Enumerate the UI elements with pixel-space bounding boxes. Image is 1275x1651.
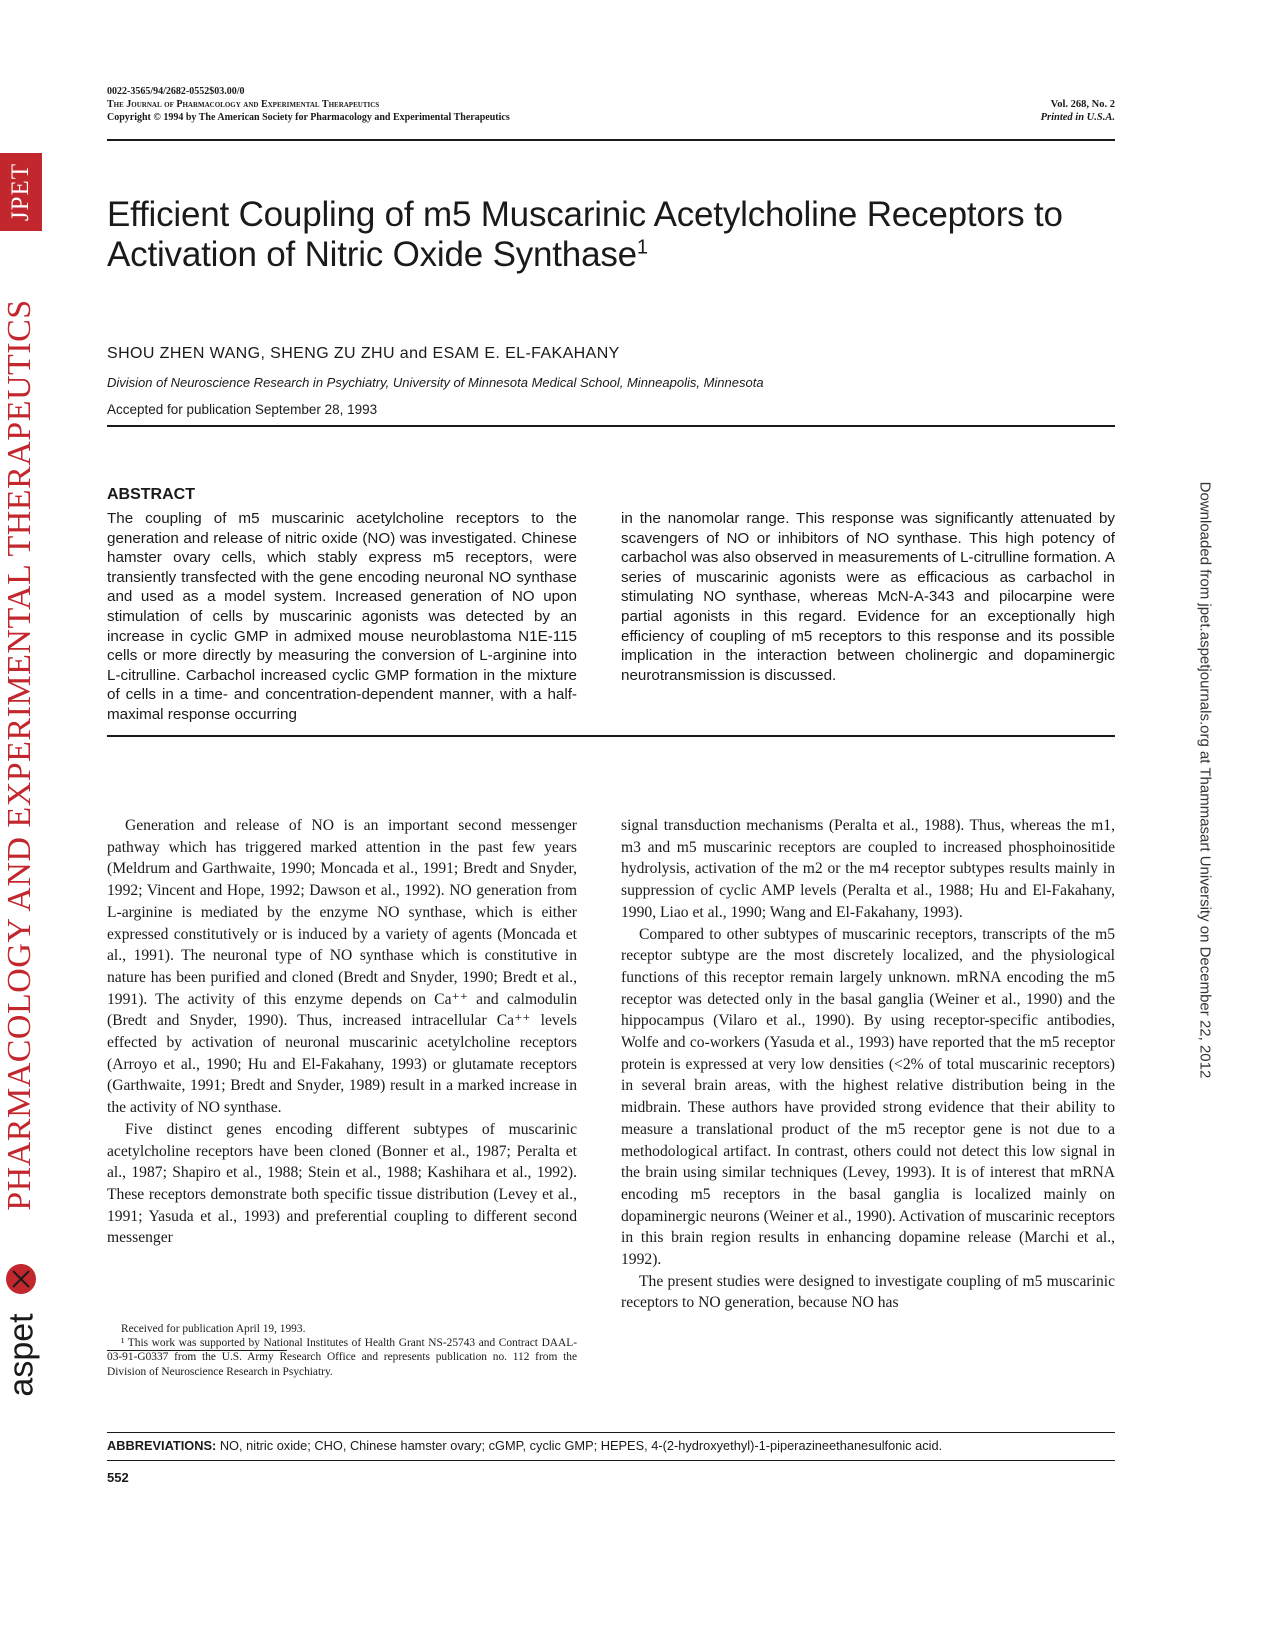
body-paragraph: Five distinct genes encoding different subtypes of muscarinic acetylcholine receptors have been cloned (Bonner et al., 1987; Peralta et al., 1987; Shapiro et al., 1988; Stein et al., 1988; Kashihara et al., 1992). These receptors demonstrate both specific tissue distribution (Levey et al., 1991; Yasuda et al., 1993) and preferential coupling to different second messenger <box>107 1120 577 1247</box>
body-paragraph: signal transduction mechanisms (Peralta et al., 1988). Thus, whereas the m1, m3 and m5 muscarinic receptors are coupled to increased phosphoinositide hydrolysis, activation of the m2 or the m4 receptor subtypes results mainly in suppression of cyclic AMP levels (Peralta et al., 1988; Hu and El-Fakahany, 1990, Liao et al., 1990; Wang and El-Fakahany, 1993). <box>621 817 1115 921</box>
affiliation: Division of Neuroscience Research in Psychiatry, University of Minnesota Medical School, Minneapolis, Minnesota <box>107 375 764 390</box>
author-list: SHOU ZHEN WANG, SHENG ZU ZHU and ESAM E. EL-FAKAHANY <box>107 345 620 362</box>
abbreviations-label: ABBREVIATIONS: <box>107 1438 217 1453</box>
body-column-right <box>621 815 1115 1314</box>
abstract-column-right: in the nanomolar range. This response was significantly attenuated by scavengers of NO or inhibitors of NO synthase. This high potency of carbachol was also observed in measurements of L-citrulline formation. A series of muscarinic agonists were as efficacious as carbachol in stimulating NO synthase, whereas McN-A-343 and pilocarpine were partial agonists in this regard. Evidence for an exceptionally high efficiency of coupling of m5 receptors to this response and its possible implication in the interaction between cholinergic and dopaminergic neurotransmission is discussed. <box>621 510 1115 684</box>
abstract-heading: ABSTRACT <box>107 486 195 503</box>
title-footnote-mark: 1 <box>636 236 648 259</box>
aspet-logo-icon <box>4 1262 38 1296</box>
abbreviations-bottom-rule <box>107 1460 1115 1461</box>
running-header-left <box>107 85 510 124</box>
volume-issue: Vol. 268, No. 2 <box>1050 99 1115 110</box>
abbreviations-rule <box>107 1432 1115 1433</box>
journal-name: The Journal of Pharmacology and Experimental Therapeutics <box>107 99 380 110</box>
body-paragraph: Generation and release of NO is an important second messenger pathway which has triggered marked attention in the past few years (Meldrum and Garthwaite, 1990; Moncada et al., 1991; Bredt and Snyder, 1992; Vincent and Hope, 1992; Dawson et al., 1992). NO generation from L-arginine is mediated by the enzyme NO synthase, which is either expressed constitutively or is induced by a variety of agents (Moncada et al., 1991). The neuronal type of NO synthase which is constitutive in nature has been purified and cloned (Bredt and Snyder, 1990; Bredt et al., 1991). The activity of this enzyme depends on Ca⁺⁺ and calmodulin (Bredt and Snyder, 1990). Thus, increased intracellular Ca⁺⁺ levels effected by activation of neuronal muscarinic acetylcholine receptors (Arroyo et al., 1990; Hu and El-Fakahany, 1993) or glutamate receptors (Garthwaite, 1991; Bredt and Snyder, 1989) result in a marked increase in the activity of NO synthase. <box>107 817 577 1117</box>
accepted-date: Accepted for publication September 28, 1993 <box>107 402 378 417</box>
title-rule <box>107 425 1115 427</box>
printed-location: Printed in U.S.A. <box>1040 112 1115 123</box>
download-note: Downloaded from jpet.aspetjournals.org at Thammasart University on December 22, 2012 <box>1196 481 1214 1079</box>
header-rule <box>107 139 1115 141</box>
abbreviations-text: NO, nitric oxide; CHO, Chinese hamster ovary; cGMP, cyclic GMP; HEPES, 4-(2-hydroxyethyl)-1-piperazineethanesulfonic acid. <box>219 1438 943 1453</box>
article-title <box>107 195 1117 275</box>
abstract-rule <box>107 735 1115 737</box>
jpet-badge <box>0 153 42 231</box>
abbreviations <box>107 1438 1117 1453</box>
jpet-badge-text: JPET <box>7 162 34 222</box>
body-column-left <box>107 815 577 1249</box>
sidebar-journal-name: PHARMACOLOGY AND EXPERIMENTAL THERAPEUTICS <box>1 299 38 1211</box>
page-number: 552 <box>107 1470 129 1485</box>
footnotes <box>107 1322 577 1379</box>
running-header-right <box>1041 98 1115 124</box>
funding-footnote: ¹ This work was supported by National Institutes of Health Grant NS-25743 and Contract DAAL-03-91-G0337 from the U.S. Army Research Office and represents publication no. 112 from the Division of Neuroscience Research in Psychiatry. <box>107 1337 577 1378</box>
body-paragraph: The present studies were designed to investigate coupling of m5 muscarinic receptors to NO generation, because NO has <box>621 1272 1115 1312</box>
aspet-logo-text: aspet <box>2 1313 41 1397</box>
title-text: Efficient Coupling of m5 Muscarinic Acetylcholine Receptors to Activation of Nitric Oxide Synthase <box>107 195 1063 274</box>
received-date: Received for publication April 19, 1993. <box>121 1323 306 1335</box>
article-code: 0022-3565/94/2682-0552$03.00/0 <box>107 86 245 97</box>
body-paragraph: Compared to other subtypes of muscarinic receptors, transcripts of the m5 receptor subtype are the most discretely localized, and the physiological functions of this receptor remain largely unknown. mRNA encoding the m5 receptor was detected only in the basal ganglia (Weiner et al., 1990) and the hippocampus (Vilaro et al., 1990). By using receptor-specific antibodies, Wolfe and co-workers (Yasuda et al., 1993) have reported that the m5 receptor protein is expressed at very low densities (<2% of total muscarinic receptors) in several brain areas, with the highest relative distribution being in the midbrain. These authors have provided strong evidence that their ability to measure a translational product of the m5 receptor gene is not due to a methodological artifact. In contrast, others could not detect this low signal in the brain using similar techniques (Levey, 1993). It is of interest that mRNA encoding m5 receptors in the basal ganglia is localized mainly on dopaminergic neurons (Weiner et al., 1990). Activation of muscarinic receptors in this brain region results in enhancing dopamine release (Marchi et al., 1992). <box>621 925 1115 1269</box>
copyright-line: Copyright © 1994 by The American Society for Pharmacology and Experimental Therapeutics <box>107 112 510 123</box>
abstract-column-left: The coupling of m5 muscarinic acetylcholine receptors to the generation and release of nitric oxide (NO) was investigated. Chinese hamster ovary cells, which stably express m5 receptors, were transiently transfected with the gene encoding neuronal NO synthase and used as a model system. Increased generation of NO upon stimulation of cells by muscarinic agonists was detected by an increase in cyclic GMP in admixed mouse neuroblastoma N1E-115 cells or more directly by measuring the conversion of L-arginine into L-citrulline. Carbachol increased cyclic GMP formation in the mixture of cells in a time- and concentration-dependent manner, with a half-maximal response occurring <box>107 510 577 723</box>
